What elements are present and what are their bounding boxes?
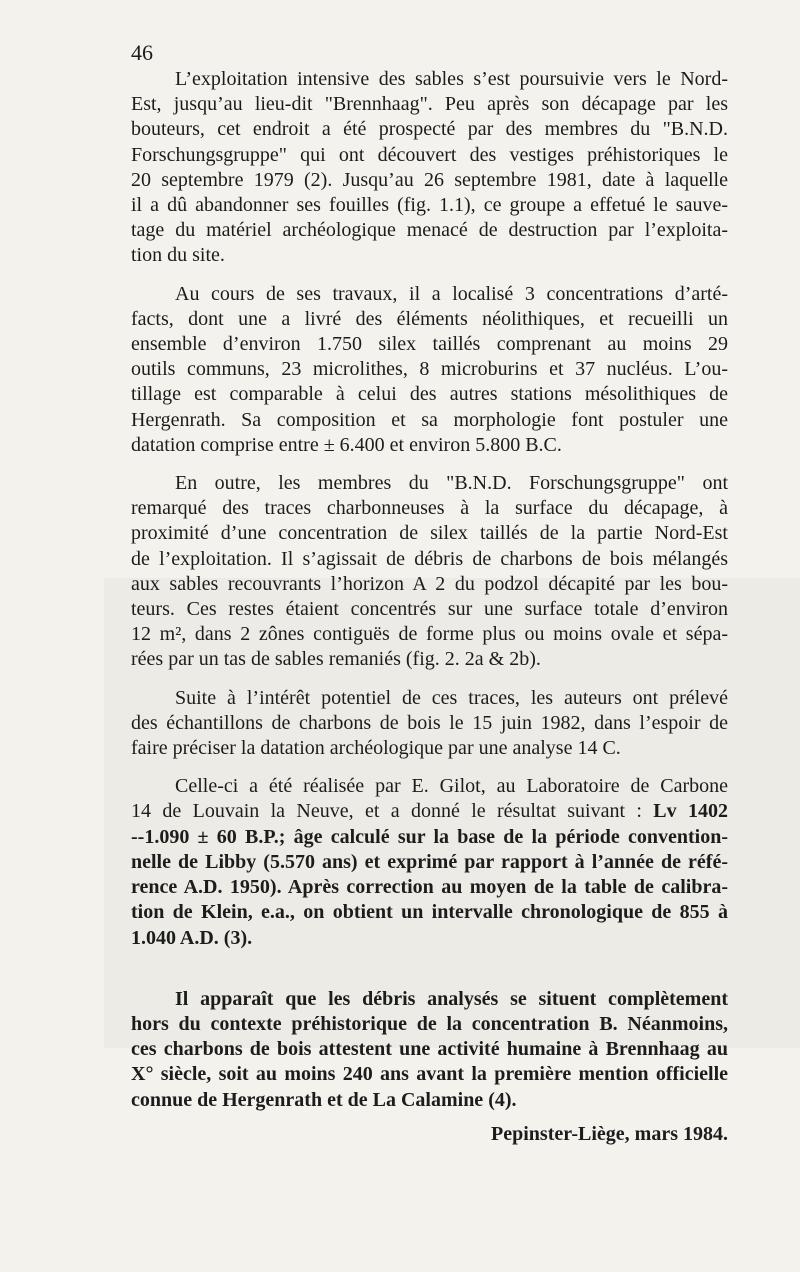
- text-line: tage du matériel archéologique menacé de destruction par l’exploita-: [131, 219, 728, 242]
- paragraph-radiocarbon-result: [131, 774, 728, 950]
- text-line: teurs. Ces restes étaient concentrés sur une surface totale d’environ: [131, 598, 728, 621]
- lab-code: Lv 1402: [653, 800, 728, 823]
- page-content: [131, 67, 728, 1147]
- text-line: Celle-ci a été réalisée par E. Gilot, au Laboratoire de Carbone: [175, 775, 728, 798]
- signature-place-date: Pepinster-Liège, mars 1984.: [491, 1122, 728, 1145]
- text-line: faire préciser la datation archéologique par une analyse 14 C.: [131, 737, 621, 760]
- text-line: remarqué des traces charbonneuses à la surface du décapage, à: [131, 497, 728, 520]
- text-line: de l’exploitation. Il s’agissait de débris de charbons de bois mélangés: [131, 547, 728, 570]
- text-line: hors du contexte préhistorique de la concentration B. Néanmoins,: [131, 1012, 728, 1035]
- text-line: datation comprise entre ± 6.400 et environ 5.800 B.C.: [131, 433, 562, 456]
- text-line: il a dû abandonner ses fouilles (fig. 1.1), ce groupe a effetué le sauve-: [131, 194, 728, 217]
- text-line: Il apparaît que les débris analysés se situent complètement: [175, 987, 728, 1010]
- text-line: tillage est comparable à celui des autres stations mésolithiques de: [131, 383, 728, 406]
- text-line: tion de Klein, e.a., on obtient un intervalle chronologique de 855 à: [131, 901, 728, 924]
- text-line: Hergenrath. Sa composition et sa morphologie font postuler une: [131, 408, 728, 431]
- text-line: Est, jusqu’au lieu-dit "Brennhaag". Peu après son décapage par les: [131, 93, 728, 116]
- text-line: des échantillons de charbons de bois le 15 juin 1982, dans l’espoir de: [131, 711, 728, 734]
- text-segment: 14 de Louvain la Neuve, et a donné le résultat suivant :: [131, 800, 654, 823]
- text-line: aux sables recouvrants l’horizon A 2 du podzol décapité par les bou-: [131, 572, 728, 595]
- text-line: 1.040 A.D. (3).: [131, 926, 253, 949]
- paragraph-charcoal-traces: [131, 471, 728, 673]
- text-line: ensemble d’environ 1.750 silex taillés comprenant au moins 29: [131, 333, 728, 356]
- paragraph-brennhaag: [131, 67, 728, 269]
- text-line: [131, 799, 728, 824]
- text-line: X° siècle, soit au moins 240 ans avant la première mention officielle: [131, 1063, 728, 1086]
- text-line: rées par un tas de sables remaniés (fig. 2. 2a & 2b).: [131, 648, 541, 671]
- text-line: En outre, les membres du "B.N.D. Forschungsgruppe" ont: [175, 472, 728, 495]
- text-line: nelle de Libby (5.570 ans) et exprimé par rapport à l’année de réfé-: [131, 850, 728, 873]
- page-number: 46: [131, 40, 153, 65]
- text-line: tion du site.: [131, 244, 225, 267]
- text-line: Suite à l’intérêt potentiel de ces traces, les auteurs ont prélevé: [175, 686, 728, 709]
- text-line: outils communs, 23 microlithes, 8 microburins et 37 nucléus. L’ou-: [131, 358, 728, 381]
- paragraph-sampling: [131, 686, 728, 762]
- text-line: rence A.D. 1950). Après correction au moyen de la table de calibra-: [131, 876, 728, 899]
- text-line: Au cours de ses travaux, il a localisé 3 concentrations d’arté-: [175, 282, 728, 305]
- text-line: 20 septembre 1979 (2). Jusqu’au 26 septembre 1981, date à laquelle: [131, 168, 728, 191]
- text-line: bouteurs, cet endroit a été prospecté par des membres du "B.N.D.: [131, 118, 728, 141]
- paragraph-conclusion: [131, 987, 728, 1113]
- text-line: proximité d’une concentration de silex taillés de la partie Nord-Est: [131, 522, 728, 545]
- text-line: Forschungsgruppe" qui ont découvert des vestiges préhistoriques le: [131, 143, 728, 166]
- text-line: L’exploitation intensive des sables s’est poursuivie vers le Nord-: [175, 68, 728, 90]
- paragraph-concentrations: [131, 282, 728, 458]
- text-line: 12 m², dans 2 zônes contiguës de forme plus ou moins ovale et sépa-: [131, 623, 728, 646]
- text-line: facts, dont une a livré des éléments néolithiques, et recueilli un: [131, 307, 728, 330]
- text-line: connue de Hergenrath et de La Calamine (4).: [131, 1088, 517, 1111]
- text-line: ces charbons de bois attestent une activité humaine à Brennhaag au: [131, 1038, 728, 1061]
- text-line: --1.090 ± 60 B.P.; âge calculé sur la base de la période convention-: [131, 825, 728, 848]
